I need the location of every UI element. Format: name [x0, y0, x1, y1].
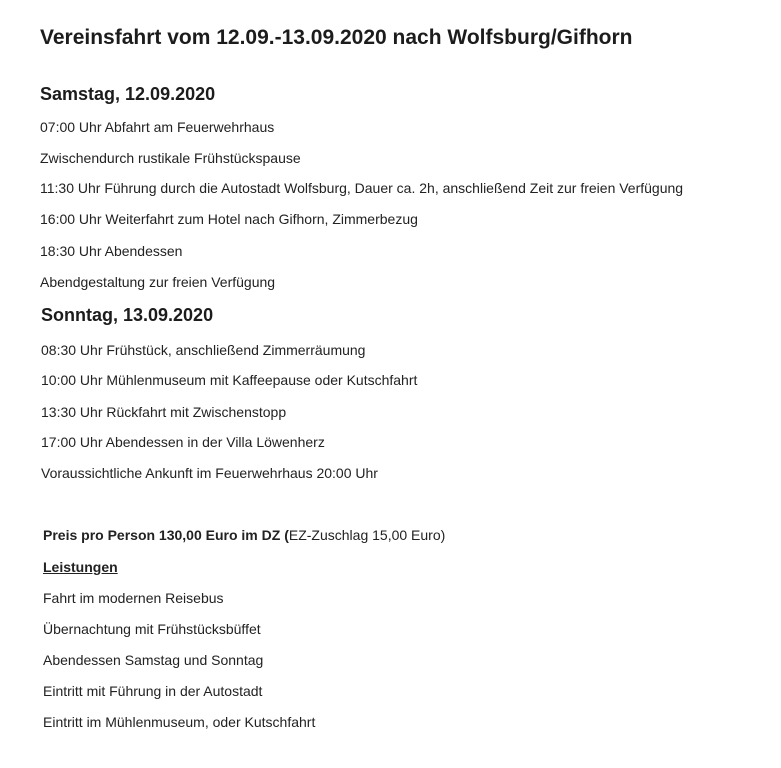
- sunday-item: 17:00 Uhr Abendessen in der Villa Löwenherz: [41, 434, 325, 450]
- leistungen-item: Fahrt im modernen Reisebus: [43, 590, 224, 606]
- price-line: [43, 527, 445, 543]
- sunday-item: 13:30 Uhr Rückfahrt mit Zwischenstopp: [41, 404, 287, 420]
- leistungen-item: Eintritt im Mühlenmuseum, oder Kutschfahrt: [43, 714, 316, 730]
- leistungen-item: Übernachtung mit Frühstücksbüffet: [43, 621, 261, 637]
- sunday-item: 08:30 Uhr Frühstück, anschließend Zimmerräumung: [41, 342, 366, 358]
- sunday-heading: Sonntag, 13.09.2020: [41, 305, 214, 325]
- leistungen-item: Eintritt mit Führung in der Autostadt: [43, 683, 263, 699]
- price-bold-text: Preis pro Person 130,00 Euro im DZ (: [43, 527, 289, 543]
- saturday-item: 16:00 Uhr Weiterfahrt zum Hotel nach Gifhorn, Zimmerbezug: [40, 211, 418, 227]
- leistungen-heading: Leistungen: [43, 559, 118, 575]
- saturday-heading: Samstag, 12.09.2020: [40, 84, 216, 104]
- price-normal-text: EZ-Zuschlag 15,00 Euro): [288, 527, 446, 543]
- saturday-item: 18:30 Uhr Abendessen: [40, 243, 183, 259]
- saturday-item: Zwischendurch rustikale Frühstückspause: [40, 150, 301, 166]
- saturday-item: Abendgestaltung zur freien Verfügung: [40, 274, 276, 290]
- saturday-item: 11:30 Uhr Führung durch die Autostadt Wolfsburg, Dauer ca. 2h, anschließend Zeit zur freien Verfügung: [40, 180, 684, 196]
- document-title: Vereinsfahrt vom 12.09.-13.09.2020 nach Wolfsburg/Gifhorn: [40, 26, 633, 49]
- saturday-item: 07:00 Uhr Abfahrt am Feuerwehrhaus: [40, 119, 275, 135]
- sunday-item: 10:00 Uhr Mühlenmuseum mit Kaffeepause oder Kutschfahrt: [41, 372, 418, 388]
- sunday-item: Voraussichtliche Ankunft im Feuerwehrhaus 20:00 Uhr: [41, 465, 378, 481]
- leistungen-item: Abendessen Samstag und Sonntag: [43, 652, 264, 668]
